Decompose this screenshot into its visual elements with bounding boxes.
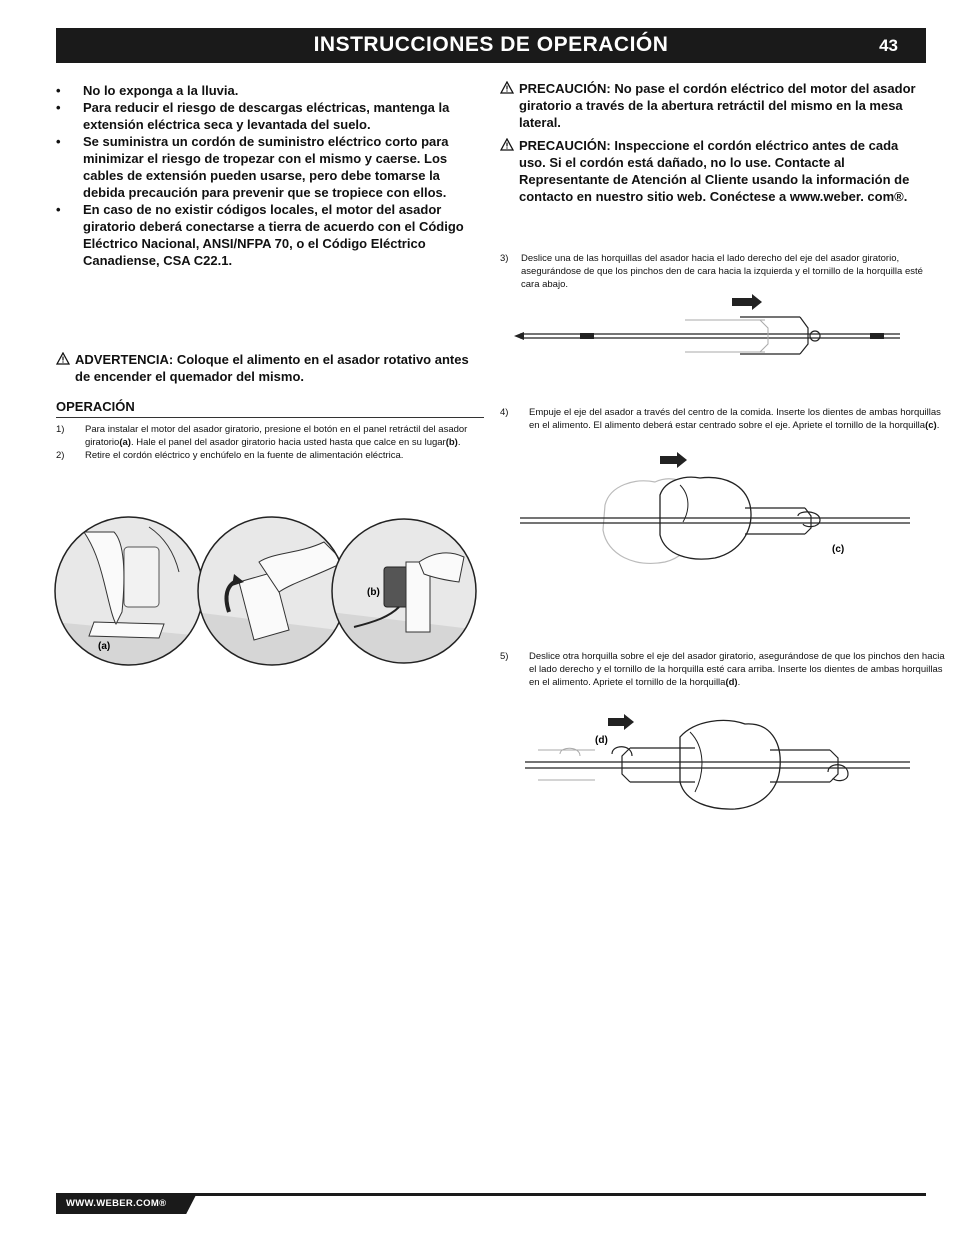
bullet-item: • En caso de no existir códigos locales, el motor del asador giratorio deberá conectarse a tierra de acuerdo con el Código Eléctrico Nacional, ANSI/NFPA 70, o el Código Eléctrico Canadiense, CSA C22.1. (56, 202, 464, 268)
page-header (56, 28, 926, 63)
safety-bullet-list (56, 82, 484, 269)
figure-label-a: (a) (98, 641, 111, 652)
step-4: 4) Empuje el eje del asador a través del centro de la comida. Inserte los dientes de ambas horquillas en el alimento. El alimento deberá estar centrado sobre el eje. Apriete el tornillo de la horquilla(c). (500, 407, 941, 431)
caution-note-2: PRECAUCIÓN: Inspeccione el cordón eléctrico antes de cada uso. Si el cordón está dañado, no lo use. Contacte al Representante de Atención al Cliente usando la información de contacto en nuestro sitio web. Conéctese a www.weber. com®. (500, 137, 928, 205)
step-3: 3) Deslice una de las horquillas del asador hacia el lado derecho del eje del asador giratorio, asegurándose de que los pinchos den de cara hacia la izquierda y el tornillo de la horquilla esté cara abajo. (500, 253, 923, 290)
step-2: 2) Retire el cordón eléctrico y enchúfelo en la fuente de alimentación eléctrica. (56, 450, 404, 461)
left-column (56, 82, 484, 462)
rotisserie-motor-install-illustration (54, 512, 484, 670)
warning-triangle-icon (56, 352, 70, 365)
warning-triangle-icon (500, 138, 514, 151)
step-5: 5) Deslice otra horquilla sobre el eje del asador giratorio, asegurándose de que los pinchos den hacia el lado derecho y el tornillo de la horquilla esté cara arriba. Inserte los dientes de ambas horquillas en el alimento. Apriete el tornillo de la horquilla(d). (500, 651, 945, 688)
second-fork-illustration (520, 712, 915, 817)
figure-label-c: (c) (832, 544, 845, 555)
figure-label-b: (b) (367, 587, 380, 598)
right-column (500, 80, 928, 205)
bullet-item: • No lo exponga a la lluvia. (56, 83, 239, 98)
step-1: 1) Para instalar el motor del asador giratorio, presione el botón en el panel retráctil del asador giratorio(a). Hale el panel del asador giratorio hacia usted hasta que calce en su lugar(b). (56, 424, 468, 448)
page-number: 43 (879, 36, 898, 55)
bullet-item: • Se suministra un cordón de suministro eléctrico corto para minimizar el riesgo de tropezar con el mismo y caerse. Los cables de extensión pueden usarse, pero debe tomarse la debida precaución para prevenir que se tropiece con ellos. (56, 134, 449, 200)
arrow-right-icon (608, 714, 634, 730)
spit-through-food-illustration (515, 450, 915, 575)
caution-note-1: PRECAUCIÓN: No pase el cordón eléctrico del motor del asador giratorio a través de la abertura retráctil del mismo en la mesa lateral. (500, 80, 928, 131)
footer-website: WWW.WEBER.COM® (66, 1198, 167, 1209)
warning-note: ADVERTENCIA: Coloque el alimento en el asador rotativo antes de encender el quemador del mismo. (56, 351, 484, 385)
page-title: INSTRUCCIONES DE OPERACIÓN (313, 33, 669, 56)
section-title-operacion: OPERACIÓN (56, 399, 484, 418)
arrow-right-icon (660, 452, 687, 468)
arrow-right-icon (732, 294, 762, 310)
bullet-item: • Para reducir el riesgo de descargas eléctricas, mantenga la extensión eléctrica seca y levantada del suelo. (56, 100, 450, 132)
spit-fork-slide-illustration (510, 292, 910, 362)
figure-label-d: (d) (595, 735, 608, 746)
warning-triangle-icon (500, 81, 514, 94)
